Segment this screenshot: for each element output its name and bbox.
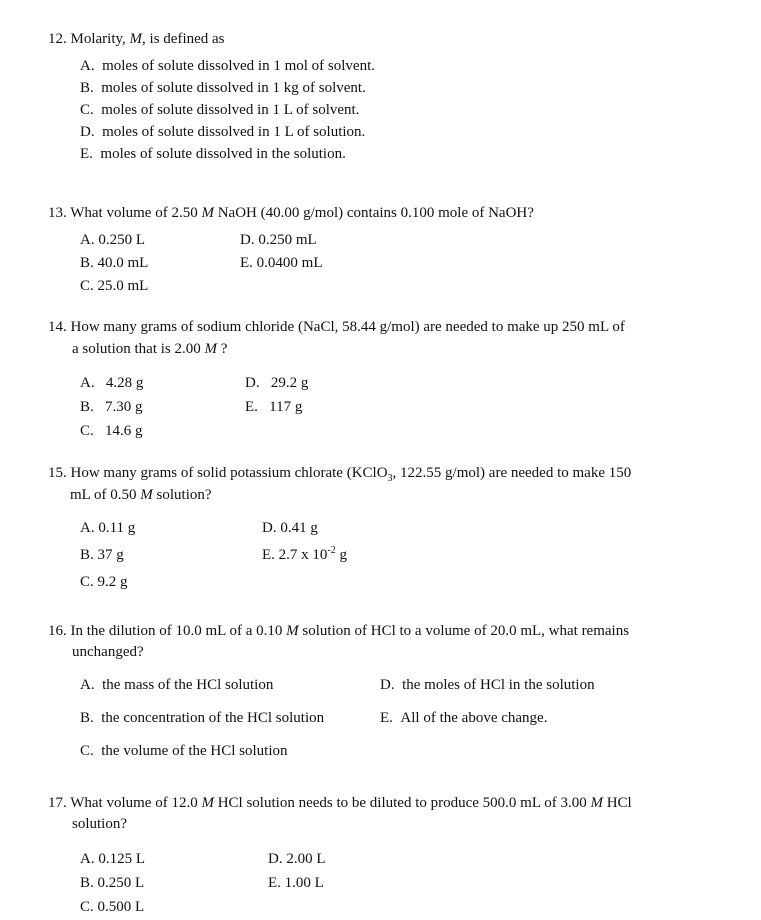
question-17-option-d: D. 2.00 L (268, 851, 326, 867)
question-16-option-d: D. the moles of HCl in the solution (380, 677, 595, 693)
question-17-stem-line-1: 17. What volume of 12.0 M HCl solution needs to be diluted to produce 500.0 mL of 3.00 M HCl (48, 795, 632, 811)
question-14-option-a: A. 4.28 g (80, 375, 144, 391)
question-16-stem-line-1: 16. In the dilution of 10.0 mL of a 0.10 M solution of HCl to a volume of 20.0 mL, what remains (48, 623, 630, 639)
question-12-option-c: C. moles of solute dissolved in 1 L of solvent. (80, 102, 360, 118)
question-15-option-a: A. 0.11 g (80, 520, 136, 536)
question-15-option-b: B. 37 g (80, 547, 124, 563)
question-14-stem-line-1: 14. How many grams of sodium chloride (NaCl, 58.44 g/mol) are needed to make up 250 mL of (48, 319, 625, 335)
question-17-option-a: A. 0.125 L (80, 851, 146, 867)
question-13-option-d: D. 0.250 mL (240, 232, 317, 248)
question-14-option-d: D. 29.2 g (245, 375, 309, 391)
question-14-stem-line-2: a solution that is 2.00 M ? (72, 341, 228, 357)
question-17-option-b: B. 0.250 L (80, 875, 145, 891)
question-14-option-b: B. 7.30 g (80, 399, 143, 415)
question-16-option-a: A. the mass of the HCl solution (80, 677, 274, 693)
question-14-option-e: E. 117 g (245, 399, 303, 415)
question-13-option-b: B. 40.0 mL (80, 255, 149, 271)
question-13-option-a: A. 0.250 L (80, 232, 146, 248)
question-12-option-b: B. moles of solute dissolved in 1 kg of solvent. (80, 80, 366, 96)
question-13-stem: 13. What volume of 2.50 M NaOH (40.00 g/mol) contains 0.100 mole of NaOH? (48, 205, 534, 221)
question-15-option-d: D. 0.41 g (262, 520, 318, 536)
question-15-stem-line-2: mL of 0.50 M solution? (70, 487, 212, 503)
question-17-stem-line-2: solution? (72, 816, 127, 832)
question-16-option-e: E. All of the above change. (380, 710, 548, 726)
question-15-option-e: E. 2.7 x $10^{-2}$ g (262, 545, 348, 563)
question-17-option-e: E. 1.00 L (268, 875, 324, 891)
question-12-option-a: A. moles of solute dissolved in 1 mol of solvent. (80, 58, 375, 74)
question-16-stem-line-2: unchanged? (72, 644, 144, 660)
question-16-option-b: B. the concentration of the HCl solution (80, 710, 325, 726)
question-14-option-c: C. 14.6 g (80, 423, 143, 439)
question-15-option-c: C. 9.2 g (80, 574, 128, 590)
question-13-option-e: E. 0.0400 mL (240, 255, 323, 271)
question-12-option-e: E. moles of solute dissolved in the solution. (80, 146, 346, 162)
question-12-stem: 12. Molarity, M, is defined as (48, 31, 225, 47)
question-15-stem-line-1: 15. How many grams of solid potassium chlorate (KClO$_3$, 122.55 g/mol) are needed to make 150 (48, 465, 632, 484)
question-17-option-c: C. 0.500 L (80, 899, 145, 915)
question-13-option-c: C. 25.0 mL (80, 278, 149, 294)
question-12-option-d: D. moles of solute dissolved in 1 L of solution. (80, 124, 366, 140)
question-16-option-c: C. the volume of the HCl solution (80, 743, 288, 759)
